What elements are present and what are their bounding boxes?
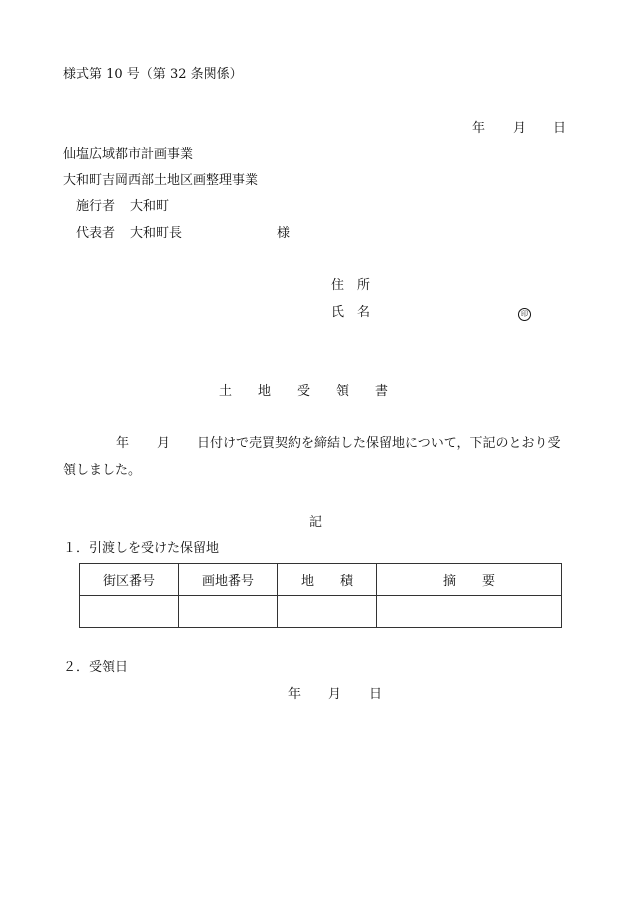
body-line2: 領しました。	[63, 463, 142, 478]
honorific: 様	[277, 226, 291, 241]
section1-heading: １．引渡しを受けた保留地	[63, 541, 220, 556]
header-lot-number: 画地番号	[179, 564, 278, 596]
cell-remarks[interactable]	[377, 596, 562, 628]
header-area: 地 積	[278, 564, 377, 596]
document-title: 土 地 受 領 書	[219, 384, 389, 399]
representative-value: 大和町長	[130, 226, 183, 241]
receipt-year-label: 年	[288, 687, 302, 702]
body-month-label: 月	[157, 436, 171, 451]
date-year-label: 年	[472, 121, 486, 136]
section2-heading: ２．受領日	[63, 660, 129, 675]
body-year-label: 年	[116, 436, 130, 451]
seal-icon: 印	[518, 308, 531, 321]
table-header-row	[80, 564, 562, 596]
executor-value: 大和町	[130, 199, 170, 214]
header-block-number: 街区番号	[80, 564, 179, 596]
form-number: 様式第 10 号（第 32 条関係）	[63, 67, 243, 82]
receipt-month-label: 月	[328, 687, 342, 702]
executor-label: 施行者	[76, 199, 116, 214]
body-line1: 日付けで売買契約を締結した保留地について，下記のとおり受	[197, 436, 561, 451]
receipt-day-label: 日	[369, 687, 383, 702]
header-remarks: 摘 要	[377, 564, 562, 596]
cell-lot-number[interactable]	[179, 596, 278, 628]
ki-heading: 記	[309, 515, 323, 530]
table-row	[80, 596, 562, 628]
cell-block-number[interactable]	[80, 596, 179, 628]
cell-area[interactable]	[278, 596, 377, 628]
date-month-label: 月	[513, 121, 527, 136]
land-table	[79, 563, 562, 628]
name-label: 氏 名	[331, 305, 371, 320]
date-day-label: 日	[553, 121, 567, 136]
representative-label: 代表者	[76, 226, 116, 241]
seal-mark	[518, 304, 531, 322]
addressee-line1: 仙塩広域都市計画事業	[63, 147, 194, 162]
address-label: 住 所	[331, 278, 371, 293]
addressee-line2: 大和町吉岡西部土地区画整理事業	[63, 173, 259, 188]
